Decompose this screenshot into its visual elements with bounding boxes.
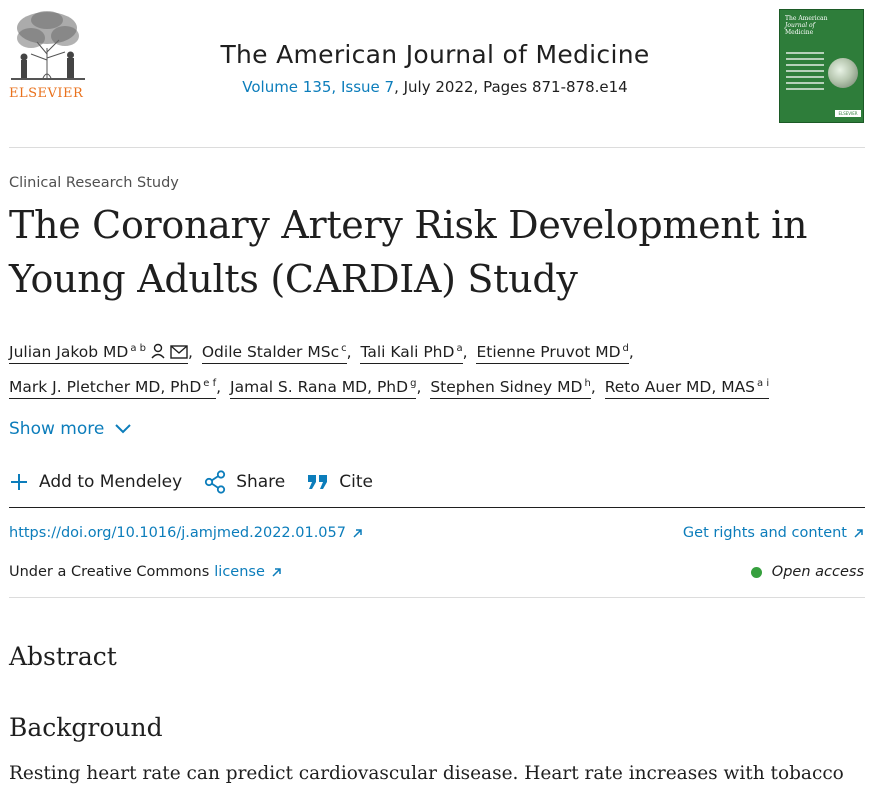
author-link[interactable]: Etienne Pruvot MD $^d$ (476, 343, 628, 364)
article-actions (9, 468, 395, 496)
external-link-icon (853, 528, 864, 539)
background-paragraph: Resting heart rate can predict cardiovascular disease. Heart rate increases with tobacco (9, 763, 844, 784)
journal-header (0, 0, 872, 148)
journal-title[interactable]: The American Journal of Medicine (220, 40, 650, 69)
author-list: Julian Jakob MD $^{a b}$ , Odile Stalder MSc $^c$, Tali Kali PhD $^a$, Etienne Pruvot MD $^d$, Mark J. Pletcher MD, PhD $^{e f}$, Jamal S. Rana MD, PhD $^g$, Stephen Sidney MD $^h$, Reto Auer MD, MAS $^{a i}$ (9, 333, 869, 403)
share-label: Share (236, 472, 286, 492)
external-link-icon (271, 567, 282, 578)
elsevier-tree-icon (9, 8, 87, 82)
background-heading: Background (9, 713, 163, 742)
share-button[interactable] (204, 470, 285, 494)
person-icon (150, 343, 166, 359)
cite-button[interactable] (307, 472, 373, 492)
abstract-heading: Abstract (9, 642, 117, 671)
author-link[interactable]: Odile Stalder MSc $^c$ (202, 343, 347, 364)
license-link[interactable]: license (214, 564, 282, 580)
cover-text-lines (786, 52, 824, 94)
license-info: Under a Creative Commons license (9, 564, 282, 580)
elsevier-logo[interactable] (9, 8, 87, 101)
meta-divider (9, 597, 865, 598)
cover-badge: ELSEVIER (835, 110, 861, 117)
journal-cover-thumbnail[interactable] (779, 9, 864, 123)
open-access-dot-icon (751, 567, 762, 578)
chevron-down-icon (114, 423, 132, 435)
article-type: Clinical Research Study (9, 175, 179, 191)
journal-meta (150, 78, 720, 96)
author-link[interactable]: Reto Auer MD, MAS $^{a i}$ (605, 378, 769, 399)
cite-label: Cite (339, 472, 373, 492)
actions-divider (9, 507, 865, 508)
volume-issue-link[interactable]: Volume 135, Issue 7 (242, 78, 395, 96)
author-link[interactable]: Tali Kali PhD $^a$ (360, 343, 462, 364)
open-access-badge: Open access (751, 564, 864, 580)
quote-icon (307, 473, 329, 491)
get-rights-link[interactable]: Get rights and content (683, 525, 864, 541)
author-link[interactable]: Jamal S. Rana MD, PhD $^g$ (230, 378, 416, 399)
header-divider (9, 147, 865, 148)
show-more-label: Show more (9, 419, 105, 439)
show-more-button[interactable] (9, 419, 132, 439)
doi-link[interactable]: https://doi.org/10.1016/j.amjmed.2022.01.057 (9, 525, 363, 541)
plus-icon (9, 472, 29, 492)
journal-info (150, 38, 720, 96)
author-link[interactable]: Julian Jakob MD $^{a b}$ (9, 343, 188, 364)
elsevier-wordmark: ELSEVIER (9, 86, 84, 101)
mail-icon (170, 345, 188, 359)
share-icon (204, 470, 226, 494)
add-to-mendeley-button[interactable] (9, 472, 182, 492)
article-title: The Coronary Artery Risk Development in Young Adults (CARDIA) Study (9, 203, 808, 301)
external-link-icon (352, 528, 363, 539)
cover-title: The American Journal of Medicine (785, 15, 828, 36)
author-link[interactable]: Stephen Sidney MD $^h$ (430, 378, 591, 399)
cover-image (828, 58, 858, 88)
date-pages: , July 2022, Pages 871-878.e14 (394, 78, 628, 96)
author-link[interactable]: Mark J. Pletcher MD, PhD $^{e f}$ (9, 378, 216, 399)
add-to-mendeley-label: Add to Mendeley (39, 472, 183, 492)
